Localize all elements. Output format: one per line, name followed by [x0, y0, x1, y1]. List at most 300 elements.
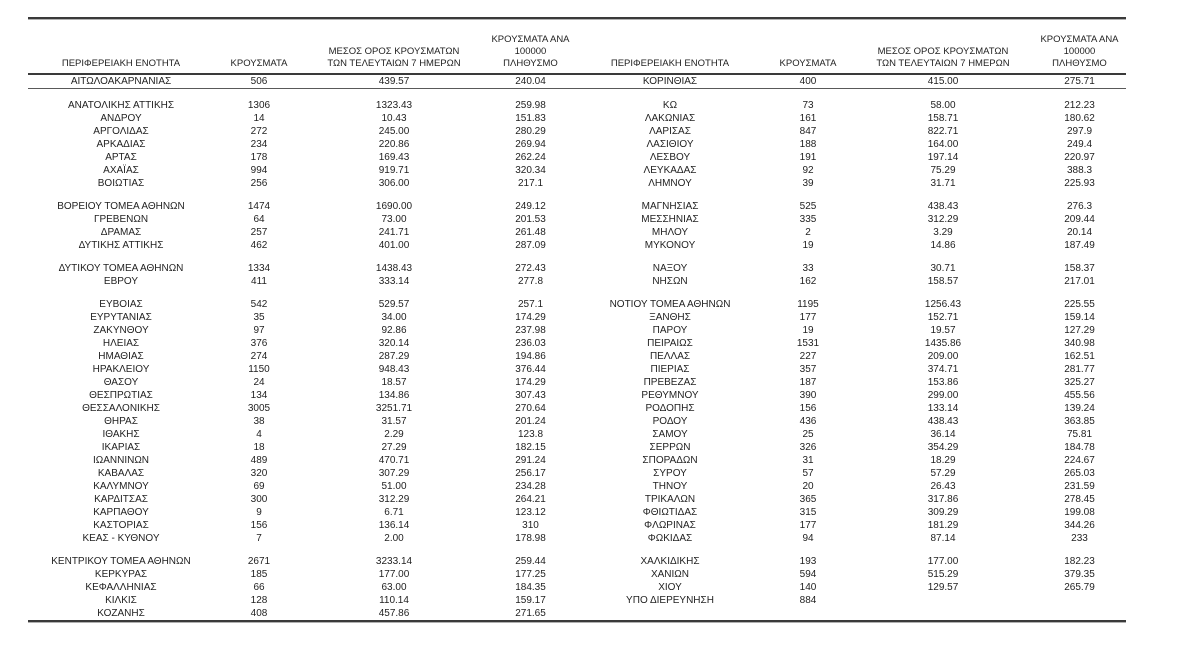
cases-right: 525	[799, 201, 817, 212]
cases-per-100k-left: 249.12	[515, 201, 546, 212]
cases-per-100k-right: 75.81	[1066, 429, 1093, 440]
avg-7day-cases-right: 158.71	[927, 113, 959, 124]
cases-right: 92	[802, 165, 814, 176]
region-name-left: ΚΕΝΤΡΙΚΟΥ ΤΟΜΕΑ ΑΘΗΝΩΝ	[51, 556, 191, 567]
region-name-right: ΠΡΕΒΕΖΑΣ	[643, 377, 697, 388]
cases-per-100k-right: 187.49	[1064, 240, 1095, 251]
region-name-left: ΗΛΕΙΑΣ	[102, 338, 140, 349]
cases-per-100k-left: 310	[522, 520, 539, 531]
region-name-right: ΝΑΞΟΥ	[652, 263, 688, 274]
region-name-left: ΙΚΑΡΙΑΣ	[101, 442, 141, 453]
cases-left: 272	[250, 126, 268, 137]
region-name-left: ΗΜΑΘΙΑΣ	[98, 351, 144, 362]
cases-right	[763, 607, 853, 620]
avg-7day-cases-left: 245.00	[378, 126, 410, 137]
cases-left: 376	[250, 338, 268, 349]
cases-per-100k-right: 276.3	[1066, 201, 1093, 212]
cases-per-100k-right: 231.59	[1064, 481, 1095, 492]
cases-per-100k-left: 259.44	[515, 556, 546, 567]
cases-right: 20	[802, 481, 814, 492]
avg-7day-cases-right: 75.29	[930, 165, 956, 176]
region-name-left: ΚΟΖΑΝΗΣ	[97, 608, 145, 619]
header-label: ΜΕΣΟΣ ΟΡΟΣ ΚΡΟΥΣΜΑΤΩΝ	[328, 46, 460, 57]
cases-left: 1474	[247, 201, 271, 212]
cases-per-100k-left: 280.29	[515, 126, 546, 137]
cases-left: 994	[250, 165, 268, 176]
cases-left: 462	[250, 240, 268, 251]
header-label: ΚΡΟΥΣΜΑΤΑ ΑΝΑ 100000	[491, 34, 570, 57]
cases-left: 256	[250, 178, 268, 189]
cases-right	[763, 190, 853, 200]
cases-per-100k-right	[1033, 607, 1126, 620]
cases-right: 57	[802, 468, 814, 479]
table-row	[28, 506, 1126, 519]
region-name-right: ΜΑΓΝΗΣΙΑΣ	[641, 201, 699, 212]
cases-per-100k-left	[484, 288, 577, 298]
table-row	[28, 594, 1126, 607]
region-name-right: ΛΕΣΒΟΥ	[649, 152, 691, 163]
region-name-right: ΝΗΣΩΝ	[652, 276, 688, 287]
region-name-left: ΔΡΑΜΑΣ	[100, 227, 142, 238]
table-row	[28, 164, 1126, 177]
avg-7day-cases-right: 26.43	[930, 481, 956, 492]
table-row	[28, 125, 1126, 138]
cases-per-100k-right: 220.97	[1064, 152, 1095, 163]
cases-per-100k-right: 209.44	[1064, 214, 1095, 225]
cases-left	[214, 288, 304, 298]
avg-7day-cases-left: 287.29	[378, 351, 410, 362]
cases-per-100k-left: 257.1	[517, 299, 544, 310]
avg-7day-cases-right	[853, 89, 1033, 100]
cases-right: 161	[799, 113, 817, 124]
cases-per-100k-left: 262.24	[515, 152, 546, 163]
avg-7day-cases-left	[304, 545, 484, 555]
header-label: ΚΡΟΥΣΜΑΤΑ	[779, 58, 837, 69]
avg-7day-cases-right: 87.14	[930, 533, 956, 544]
avg-7day-cases-left: 333.14	[378, 276, 410, 287]
cases-per-100k-left: 291.24	[515, 455, 546, 466]
region-name-right: ΠΕΙΡΑΙΩΣ	[647, 338, 693, 349]
cases-per-100k-right: 20.14	[1066, 227, 1093, 238]
cases-left	[214, 545, 304, 555]
avg-7day-cases-right: 197.14	[927, 152, 959, 163]
spacer-row	[28, 190, 1126, 200]
cases-per-100k-right: 127.29	[1064, 325, 1095, 336]
cases-left: 542	[250, 299, 268, 310]
avg-7day-cases-right: 164.00	[927, 139, 959, 150]
cases-per-100k-left: 272.43	[515, 263, 546, 274]
cases-right: 140	[799, 582, 817, 593]
cases-per-100k-left: 151.83	[515, 113, 546, 124]
region-name-right	[577, 190, 763, 200]
cases-left: 128	[250, 595, 268, 606]
region-name-left: ΔΥΤΙΚΟΥ ΤΟΜΕΑ ΑΘΗΝΩΝ	[58, 263, 184, 274]
avg-7day-cases-right	[853, 545, 1033, 555]
cases-per-100k-right: 199.08	[1064, 507, 1095, 518]
region-name-left: ΚΑΣΤΟΡΙΑΣ	[93, 520, 149, 531]
cases-right: 188	[799, 139, 817, 150]
region-name-right	[577, 89, 763, 100]
cases-right: 25	[802, 429, 814, 440]
region-name-left: ΚΙΛΚΙΣ	[105, 595, 137, 606]
table-row	[28, 151, 1126, 164]
cases-per-100k-left: 271.65	[515, 608, 546, 619]
region-name-right: ΡΟΔΟΠΗΣ	[645, 403, 695, 414]
cases-per-100k-right: 265.03	[1064, 468, 1095, 479]
avg-7day-cases-right: 177.00	[927, 556, 959, 567]
cases-per-100k-right: 225.55	[1064, 299, 1095, 310]
avg-7day-cases-left: 529.57	[378, 299, 410, 310]
cases-per-100k-right: 182.23	[1064, 556, 1095, 567]
cases-right	[763, 252, 853, 262]
cases-per-100k-left	[484, 89, 577, 100]
table-row	[28, 389, 1126, 402]
table-row	[28, 581, 1126, 594]
cases-per-100k-left: 287.09	[515, 240, 546, 251]
cases-right: 847	[799, 126, 817, 137]
cases-per-100k-right	[1033, 545, 1126, 555]
region-name-left: ΑΝΑΤΟΛΙΚΗΣ ΑΤΤΙΚΗΣ	[67, 100, 175, 111]
region-name-right	[577, 252, 763, 262]
avg-7day-cases-right: 438.43	[927, 201, 959, 212]
cases-per-100k-right: 340.98	[1064, 338, 1095, 349]
header-label: ΚΡΟΥΣΜΑΤΑ	[230, 58, 288, 69]
region-name-right: ΧΙΟΥ	[658, 582, 682, 593]
table-row	[28, 415, 1126, 428]
region-name-right	[577, 607, 763, 620]
avg-7day-cases-left: 439.57	[304, 74, 484, 89]
table-row	[28, 239, 1126, 252]
table-row	[28, 607, 1126, 620]
region-name-left: ΒΟΡΕΙΟΥ ΤΟΜΕΑ ΑΘΗΝΩΝ	[57, 201, 185, 212]
table-row	[28, 480, 1126, 493]
region-name-left: ΑΙΤΩΛΟΑΚΑΡΝΑΝΙΑΣ	[28, 74, 214, 89]
cases-per-100k-left: 217.1	[517, 178, 544, 189]
header-label: ΤΩΝ ΤΕΛΕΥΤΑΙΩΝ 7 ΗΜΕΡΩΝ	[876, 58, 1010, 69]
region-name-right: ΛΑΡΙΣΑΣ	[649, 126, 691, 137]
cases-per-100k-left: 270.64	[515, 403, 546, 414]
cases-per-100k-left: 194.86	[515, 351, 546, 362]
avg-7day-cases-left: 134.86	[378, 390, 410, 401]
header-label: ΜΕΣΟΣ ΟΡΟΣ ΚΡΟΥΣΜΑΤΩΝ	[877, 46, 1009, 57]
cases-per-100k-right: 233	[1071, 533, 1088, 544]
avg-7day-cases-right: 3.29	[933, 227, 953, 238]
region-name-right	[577, 288, 763, 298]
region-name-left: ΚΕΑΣ - ΚΥΘΝΟΥ	[82, 533, 160, 544]
region-name-left	[28, 190, 214, 200]
avg-7day-cases-right	[853, 288, 1033, 298]
avg-7day-cases-left: 1438.43	[375, 263, 413, 274]
cases-right: 31	[802, 455, 814, 466]
region-name-left: ΔΥΤΙΚΗΣ ΑΤΤΙΚΗΣ	[78, 240, 164, 251]
cases-left: 18	[253, 442, 265, 453]
cases-right: 315	[799, 507, 817, 518]
avg-7day-cases-left: 27.29	[381, 442, 407, 453]
cases-per-100k-left: 259.98	[515, 100, 546, 111]
cases-left	[214, 252, 304, 262]
cases-per-100k-right: 180.62	[1064, 113, 1095, 124]
cases-right: 594	[799, 569, 817, 580]
avg-7day-cases-left	[304, 288, 484, 298]
cases-per-100k-left	[484, 252, 577, 262]
cases-per-100k-right: 297.9	[1066, 126, 1093, 137]
cases-left: 185	[250, 569, 268, 580]
avg-7day-cases-right: 129.57	[927, 582, 959, 593]
region-name-right: ΝΟΤΙΟΥ ΤΟΜΕΑ ΑΘΗΝΩΝ	[609, 299, 731, 310]
region-name-left: ΑΡΓΟΛΙΔΑΣ	[93, 126, 149, 137]
avg-7day-cases-left	[304, 252, 484, 262]
avg-7day-cases-right: 374.71	[927, 364, 959, 375]
region-name-right: ΚΩ	[662, 100, 678, 111]
spacer-row	[28, 545, 1126, 555]
table-row	[28, 324, 1126, 337]
region-name-left: ΗΡΑΚΛΕΙΟΥ	[92, 364, 150, 375]
cases-right: 94	[802, 533, 814, 544]
region-name-left: ΒΟΙΩΤΙΑΣ	[97, 178, 145, 189]
avg-7day-cases-right: 317.86	[927, 494, 959, 505]
cases-right: 187	[799, 377, 817, 388]
avg-7day-cases-left: 10.43	[381, 113, 407, 124]
region-name-right: ΠΕΛΛΑΣ	[649, 351, 691, 362]
avg-7day-cases-right: 299.00	[927, 390, 959, 401]
cases-per-100k-right: 455.56	[1064, 390, 1095, 401]
region-name-right: ΤΡΙΚΑΛΩΝ	[644, 494, 696, 505]
cases-right: 19	[802, 240, 814, 251]
cases-per-100k-right: 265.79	[1064, 582, 1095, 593]
region-name-right: ΣΕΡΡΩΝ	[649, 442, 691, 453]
cases-right: 335	[799, 214, 817, 225]
cases-right: 19	[802, 325, 814, 336]
avg-7day-cases-left: 51.00	[381, 481, 407, 492]
table-header	[28, 20, 1126, 74]
cases-per-100k-right: 139.24	[1064, 403, 1095, 414]
cases-per-100k-left: 320.34	[515, 165, 546, 176]
cases-per-100k-right	[1033, 594, 1126, 607]
avg-7day-cases-left: 307.29	[378, 468, 410, 479]
region-name-right: ΜΕΣΣΗΝΙΑΣ	[641, 214, 699, 225]
cases-per-100k-right: 388.3	[1066, 165, 1093, 176]
region-name-right	[577, 545, 763, 555]
table-row	[28, 376, 1126, 389]
spacer-row	[28, 252, 1126, 262]
region-name-right: ΚΟΡΙΝΘΙΑΣ	[577, 74, 763, 89]
region-name-left: ΕΒΡΟΥ	[103, 276, 139, 287]
cases-per-100k-right: 249.4	[1066, 139, 1093, 150]
cases-per-100k-left: 174.29	[515, 377, 546, 388]
header-avg7-left	[304, 20, 484, 74]
avg-7day-cases-left: 177.00	[378, 569, 410, 580]
avg-7day-cases-left	[304, 190, 484, 200]
region-name-right: ΦΛΩΡΙΝΑΣ	[644, 520, 696, 531]
avg-7day-cases-left: 312.29	[378, 494, 410, 505]
cases-per-100k-left: 261.48	[515, 227, 546, 238]
avg-7day-cases-left: 320.14	[378, 338, 410, 349]
cases-left: 66	[253, 582, 265, 593]
table-row	[28, 112, 1126, 125]
cases-left	[214, 190, 304, 200]
table-row	[28, 74, 1126, 89]
avg-7day-cases-right: 309.29	[927, 507, 959, 518]
cases-per-100k-right: 162.51	[1064, 351, 1095, 362]
region-name-right: ΛΑΚΩΝΙΑΣ	[644, 113, 696, 124]
cases-left: 14	[253, 113, 265, 124]
table-row	[28, 493, 1126, 506]
cases-per-100k-right: 363.85	[1064, 416, 1095, 427]
cases-right: 191	[799, 152, 817, 163]
table-row	[28, 138, 1126, 151]
avg-7day-cases-right	[853, 252, 1033, 262]
avg-7day-cases-right: 515.29	[927, 569, 959, 580]
avg-7day-cases-right: 152.71	[927, 312, 959, 323]
cases-per-100k-left: 307.43	[515, 390, 546, 401]
region-name-right: ΜΗΛΟΥ	[651, 227, 689, 238]
cases-per-100k-right: 275.71	[1033, 74, 1126, 89]
avg-7day-cases-left: 470.71	[378, 455, 410, 466]
table-row	[28, 337, 1126, 350]
region-name-left: ΕΥΡΥΤΑΝΙΑΣ	[90, 312, 152, 323]
avg-7day-cases-left: 3251.71	[375, 403, 413, 414]
cases-per-100k-left: 174.29	[515, 312, 546, 323]
region-name-right: ΛΕΥΚΑΔΑΣ	[643, 165, 697, 176]
region-name-right: ΞΑΝΘΗΣ	[649, 312, 691, 323]
cases-right: 162	[799, 276, 817, 287]
avg-7day-cases-left: 457.86	[378, 608, 410, 619]
cases-per-100k-left: 237.98	[515, 325, 546, 336]
region-name-right: ΧΑΛΚΙΔΙΚΗΣ	[640, 556, 700, 567]
header-per100k-left	[484, 20, 577, 74]
region-name-left	[28, 252, 214, 262]
avg-7day-cases-right: 181.29	[927, 520, 959, 531]
cases-right: 193	[799, 556, 817, 567]
cases-left: 411	[251, 276, 267, 287]
header-label: ΤΩΝ ΤΕΛΕΥΤΑΙΩΝ 7 ΗΜΕΡΩΝ	[327, 58, 461, 69]
cases-per-100k-right: 212.23	[1064, 100, 1095, 111]
table-row	[28, 568, 1126, 581]
table-row	[28, 519, 1126, 532]
cases-left: 97	[253, 325, 265, 336]
table-row	[28, 428, 1126, 441]
region-name-left: ΙΩΑΝΝΙΝΩΝ	[92, 455, 150, 466]
cases-left: 234	[250, 139, 268, 150]
avg-7day-cases-left: 169.43	[378, 152, 410, 163]
cases-right: 357	[799, 364, 817, 375]
cases-per-100k-left: 123.8	[517, 429, 544, 440]
region-name-left: ΕΥΒΟΙΑΣ	[99, 299, 143, 310]
cases-per-100k-right: 225.93	[1064, 178, 1095, 189]
region-name-right: ΦΩΚΙΔΑΣ	[647, 533, 693, 544]
cases-right: 177	[799, 312, 817, 323]
region-name-left	[28, 89, 214, 100]
cases-right: 33	[802, 263, 814, 274]
avg-7day-cases-right: 58.00	[930, 100, 956, 111]
cases-left: 489	[250, 455, 268, 466]
cases-right: 177	[799, 520, 817, 531]
region-name-right: ΛΗΜΝΟΥ	[648, 178, 692, 189]
cases-per-100k-left: 178.98	[515, 533, 546, 544]
cases-per-100k-left: 234.28	[515, 481, 546, 492]
region-name-left: ΙΘΑΚΗΣ	[102, 429, 140, 440]
cases-per-100k-left: 269.94	[515, 139, 546, 150]
cases-right	[763, 545, 853, 555]
avg-7day-cases-left: 6.71	[384, 507, 404, 518]
table-row	[28, 177, 1126, 190]
cases-left: 257	[250, 227, 268, 238]
avg-7day-cases-left: 2.29	[384, 429, 404, 440]
avg-7day-cases-left: 401.00	[378, 240, 410, 251]
table-row	[28, 298, 1126, 311]
avg-7day-cases-left: 220.86	[378, 139, 410, 150]
region-name-right: ΜΥΚΟΝΟΥ	[644, 240, 696, 251]
cases-left: 1334	[247, 263, 271, 274]
avg-7day-cases-right	[853, 607, 1033, 620]
cases-left: 320	[250, 468, 268, 479]
table-row	[28, 226, 1126, 239]
avg-7day-cases-right: 354.29	[927, 442, 959, 453]
avg-7day-cases-left: 2.00	[384, 533, 404, 544]
cases-left: 134	[250, 390, 268, 401]
header-region-left	[28, 20, 214, 74]
header-avg7-right	[853, 20, 1033, 74]
avg-7day-cases-right: 158.57	[927, 276, 959, 287]
region-name-left: ΚΕΡΚΥΡΑΣ	[94, 569, 148, 580]
cases-per-100k-left: 277.8	[517, 276, 544, 287]
avg-7day-cases-right: 415.00	[853, 74, 1033, 89]
avg-7day-cases-right: 30.71	[930, 263, 956, 274]
table-row	[28, 275, 1126, 288]
table-row	[28, 402, 1126, 415]
cases-per-100k-right: 325.27	[1064, 377, 1095, 388]
cases-right: 156	[799, 403, 817, 414]
table-row	[28, 555, 1126, 568]
avg-7day-cases-left: 919.71	[378, 165, 410, 176]
region-name-right: ΡΕΘΥΜΝΟΥ	[641, 390, 699, 401]
region-name-right: ΣΥΡΟΥ	[653, 468, 687, 479]
cases-per-100k-left	[484, 190, 577, 200]
region-name-left: ΑΡΚΑΔΙΑΣ	[96, 139, 146, 150]
cases-right	[763, 89, 853, 100]
region-name-left: ΚΕΦΑΛΛΗΝΙΑΣ	[85, 582, 157, 593]
avg-7day-cases-left: 3233.14	[375, 556, 413, 567]
region-name-left: ΚΑΡΔΙΤΣΑΣ	[94, 494, 148, 505]
cases-per-100k-left: 376.44	[515, 364, 546, 375]
cases-right: 436	[799, 416, 817, 427]
cases-left: 35	[253, 312, 265, 323]
cases-right: 227	[799, 351, 817, 362]
table-row	[28, 311, 1126, 324]
region-name-right: ΤΗΝΟΥ	[652, 481, 688, 492]
cases-per-100k-left: 264.21	[515, 494, 546, 505]
region-name-left: ΚΑΛΥΜΝΟΥ	[93, 481, 149, 492]
cases-per-100k-left: 236.03	[515, 338, 546, 349]
avg-7day-cases-right: 31.71	[930, 178, 956, 189]
avg-7day-cases-right: 14.86	[930, 240, 956, 251]
table-body	[28, 74, 1126, 620]
avg-7day-cases-right: 822.71	[927, 126, 959, 137]
region-name-right: ΣΠΟΡΑΔΩΝ	[642, 455, 698, 466]
cases-per-100k-left	[484, 545, 577, 555]
avg-7day-cases-right: 153.86	[927, 377, 959, 388]
avg-7day-cases-left: 241.71	[378, 227, 410, 238]
table-row	[28, 454, 1126, 467]
cases-right: 1195	[797, 299, 819, 310]
header-cases-right	[763, 20, 853, 74]
cases-per-100k-left: 123.12	[515, 507, 546, 518]
cases-per-100k-right	[1033, 252, 1126, 262]
regional-cases-table-wrap	[28, 17, 1126, 623]
region-name-left	[28, 545, 214, 555]
cases-per-100k-left: 256.17	[515, 468, 546, 479]
region-name-left: ΘΗΡΑΣ	[104, 416, 138, 427]
